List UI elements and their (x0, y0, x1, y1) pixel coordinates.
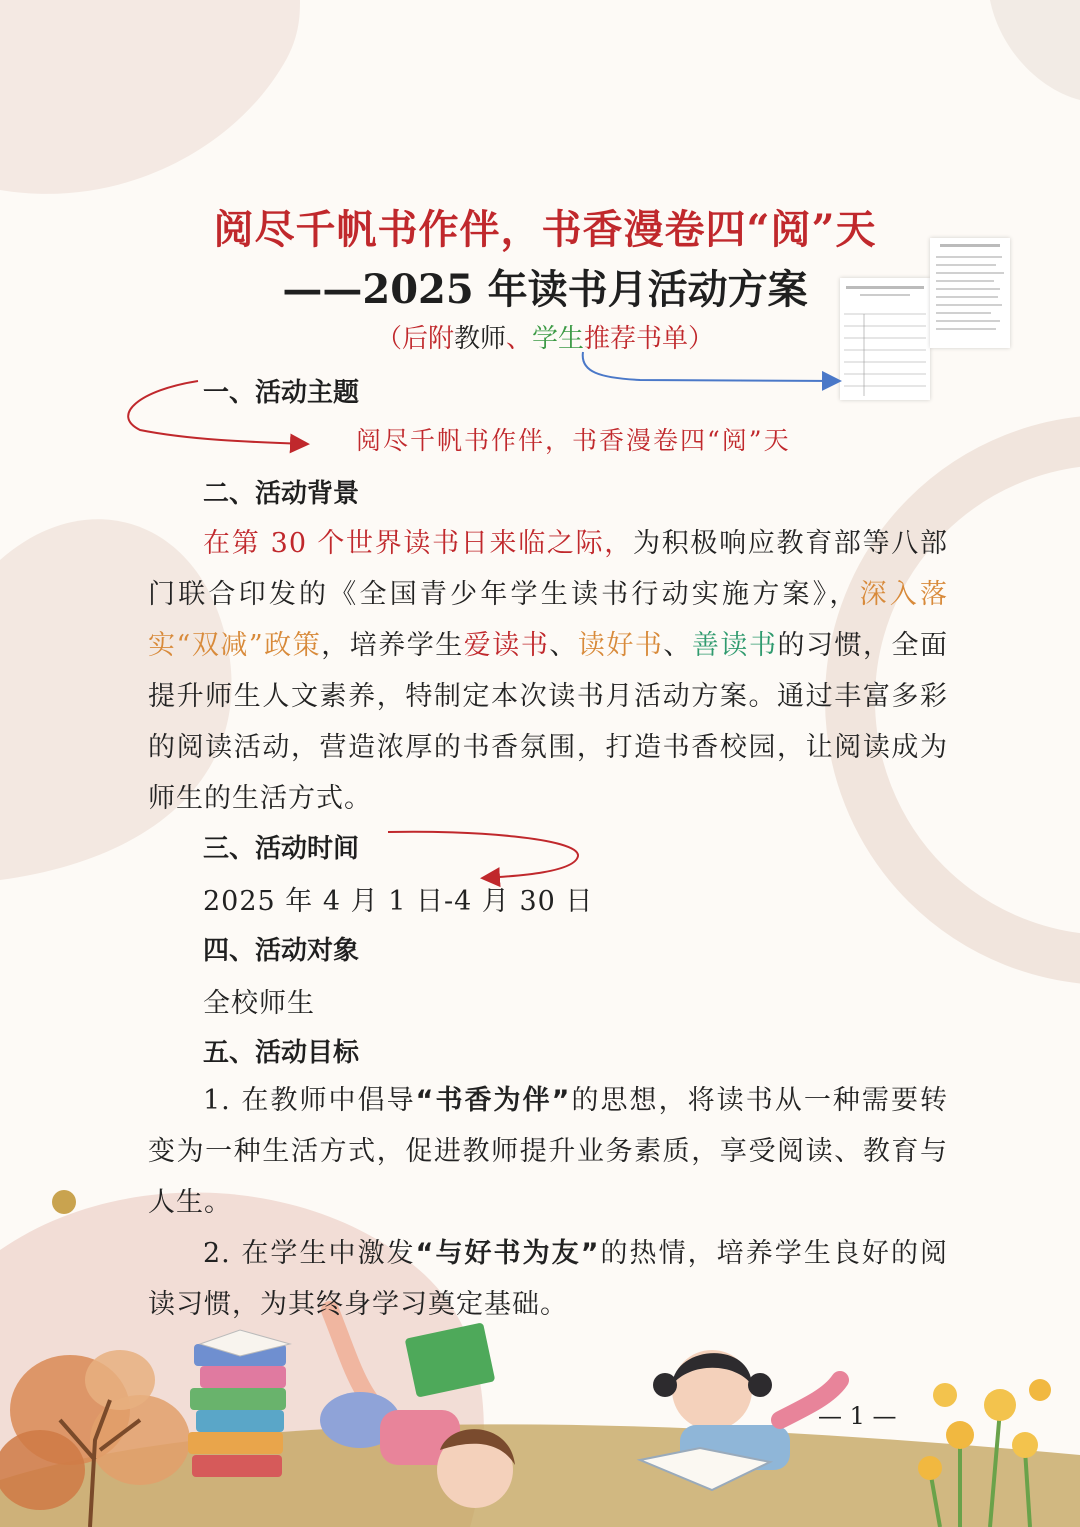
appendix-rest: 推荐书单） (584, 324, 715, 354)
appendix-note (0, 318, 1080, 355)
section-heading-target: 四、活动对象 (203, 936, 360, 966)
goal-2-text: 的热情，培养学生良好的阅读习惯，为其终身学习奠定基础。 (148, 1238, 949, 1320)
goal-item-1 (148, 1075, 948, 1228)
appendix-student: 学生 (532, 324, 585, 354)
goal-1-keyword: “书香为伴” (415, 1085, 571, 1116)
appendix-open: （后附 (375, 324, 454, 354)
olive-dot (52, 1190, 76, 1214)
goal-1-lead: 1. 在教师中倡导 (203, 1085, 416, 1116)
goal-1-text: 的思想，将读书从一种需要转变为一种生活方式，促进教师提升业务素质，享受阅读、教育与人生。 (148, 1085, 949, 1218)
section-heading-background: 二、活动背景 (203, 479, 360, 509)
section-heading-goals: 五、活动目标 (203, 1038, 360, 1068)
keyword-sep-1: 、 (549, 630, 578, 661)
goal-item-2 (148, 1228, 948, 1330)
goal-2-lead: 2. 在学生中激发 (203, 1238, 416, 1269)
background-red-text: 在第 30 个世界读书日来临之际， (203, 528, 634, 559)
background-text-1: 为积极响应教育部等八部门联合印发的《全国青少年学生读书行动实施方案》， (148, 528, 949, 610)
goal-2-keyword: “与好书为友” (415, 1238, 600, 1269)
background-paragraph (148, 518, 948, 824)
activity-time: 2025 年 4 月 1 日-4 月 30 日 (203, 886, 594, 917)
section-heading-time: 三、活动时间 (203, 834, 360, 864)
section-heading-theme: 一、活动主题 (203, 378, 360, 408)
activity-target: 全校师生 (203, 988, 315, 1019)
keyword-love-reading: 爱读书 (463, 630, 550, 661)
background-text-2: ，培养学生 (321, 630, 464, 661)
background-text-3: 的习惯，全面提升师生人文素养，特制定本次读书月活动方案。通过丰富多彩的阅读活动，营造浓厚的书香氛围，打造书香校园，让阅读成为师生的生活方式。 (148, 630, 949, 814)
document-title: 阅尽千帆书作伴，书香漫卷四“阅”天 (213, 206, 877, 253)
document-subtitle: ——2025 年读书月活动方案 (282, 266, 808, 313)
page-number: — 1 — (818, 1402, 897, 1430)
appendix-sep: 、 (505, 324, 532, 354)
background-orange-text: 深入落实“双减”政策 (148, 579, 949, 661)
activity-theme: 阅尽千帆书作伴，书香漫卷四“阅”天 (356, 426, 791, 455)
keyword-sep-2: 、 (663, 630, 692, 661)
appendix-teacher: 教师 (453, 324, 506, 354)
keyword-read-good: 读好书 (577, 630, 664, 661)
keyword-read-well: 善读书 (691, 630, 778, 661)
